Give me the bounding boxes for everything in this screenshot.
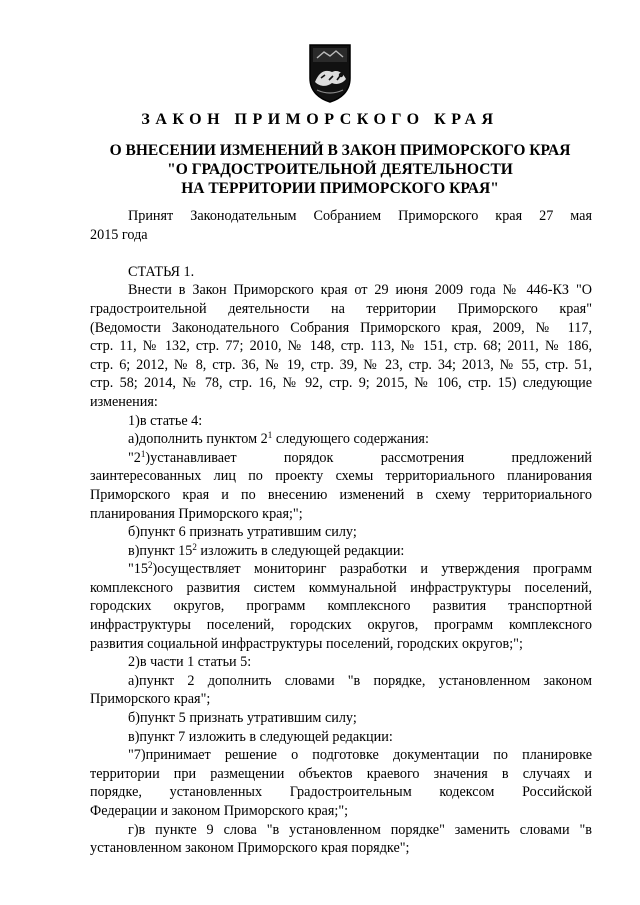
item-1a-line: планирования Приморского края;";: [90, 505, 303, 522]
subtitle-line: О ВНЕСЕНИИ ИЗМЕНЕНИЙ В ЗАКОН ПРИМОРСКОГО КРАЯ: [109, 142, 571, 159]
law-title: ЗАКОН ПРИМОРСКОГО КРАЯ: [141, 111, 499, 128]
item-1a-line: Приморского края и по внесению изменений в схему территориального: [90, 486, 592, 503]
item-2a-cont: Приморского края";: [90, 691, 211, 708]
adoption-line: 2015 года: [90, 226, 148, 243]
intro-line: (Ведомости Законодательного Собрания Приморского края, 2009, № 117,: [90, 319, 592, 336]
item-2b: б)пункт 5 признать утратившим силу;: [128, 710, 357, 727]
intro-line: стр. 58; 2014, № 78, стр. 16, № 92, стр. 9; 2015, № 106, стр. 15) следующие: [90, 375, 592, 392]
item-1a-text: "$2^1)устанавливает$ порядок рассмотрения предложений: [128, 448, 592, 466]
item-2d: г)в пункте 9 слова "в установленном порядке" заменить словами "в: [128, 821, 592, 838]
intro-line: градостроительной деятельности на территории Приморского края": [90, 300, 592, 317]
intro-line: Внести в Закон Приморского края от 29 июня 2009 года № 446-КЗ "О: [128, 282, 592, 299]
intro-line: стр. 6; 2012, № 8, стр. 36, № 19, стр. 39, № 23, стр. 34; 2013, № 55, стр. 51,: [90, 356, 592, 373]
item-2: 2)в части 1 статьи 5:: [128, 654, 252, 671]
law-subtitle: [60, 141, 620, 198]
item-1c-text: "$15^2)осуществляет$ мониторинг разработки и утверждения программ: [128, 560, 592, 578]
item-2c-line: порядке, установленных Градостроительным кодексом Российской: [90, 784, 592, 801]
intro-line: стр. 11, № 132, стр. 77; 2010, № 148, стр. 113, № 151, стр. 68; 2011, № 186,: [90, 338, 592, 355]
item-2d-cont: установленном законом Приморского края порядке";: [90, 840, 410, 857]
item-1a-line: заинтересованных лиц по проекту схемы территориального планирования: [90, 468, 592, 485]
item-2c-line: территории при размещении объектов краевого значения в случаях и: [90, 765, 592, 782]
item-2c-line: Федерации и законом Приморского края;";: [90, 803, 349, 819]
item-2c-line: "7)принимает решение о подготовке документации по планировке: [128, 747, 592, 764]
intro-line: изменения:: [90, 393, 158, 410]
item-1c-line: развития социальной инфраструктуры поселений, городских округов;";: [90, 635, 523, 652]
item-1a: а)дополнить пунктом $2^1$ следующего содержания:: [128, 430, 429, 448]
item-1c-line: городских округов, программ комплексного развития транспортной: [90, 598, 592, 615]
coat-of-arms-icon: [305, 42, 355, 104]
subtitle-line: "О ГРАДОСТРОИТЕЛЬНОЙ ДЕЯТЕЛЬНОСТИ: [167, 161, 513, 178]
law-body: [90, 207, 592, 858]
adoption-line: Принят Законодательным Собранием Приморского края 27 мая: [128, 208, 592, 224]
subtitle-line: НА ТЕРРИТОРИИ ПРИМОРСКОГО КРАЯ": [181, 180, 499, 197]
item-1c-line: комплексного развития систем коммунальной инфраструктуры поселений,: [90, 579, 592, 596]
item-1c: в)пункт $15^2$ изложить в следующей редакции:: [128, 541, 405, 559]
item-1c-line: инфраструктуры поселений, городских округов, программ комплексного: [90, 617, 592, 634]
item-1: 1)в статье 4:: [128, 412, 203, 429]
article-heading: СТАТЬЯ 1.: [128, 263, 195, 280]
item-1b: б)пункт 6 признать утратившим силу;: [128, 524, 357, 541]
item-2c: в)пункт 7 изложить в следующей редакции:: [128, 728, 393, 745]
item-2a: а)пункт 2 дополнить словами "в порядке, установленном законом: [128, 672, 592, 689]
